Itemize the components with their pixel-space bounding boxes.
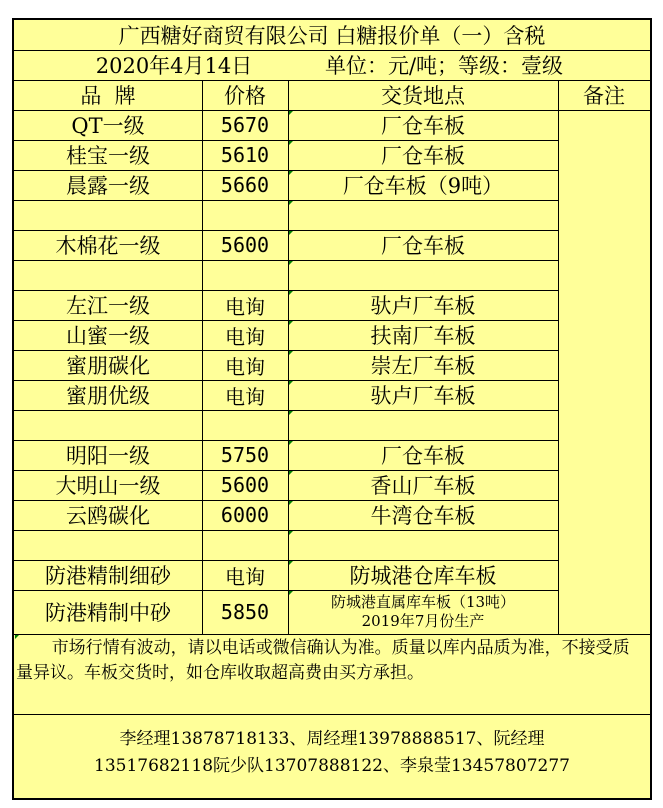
row-location: 厂仓车板 bbox=[381, 444, 465, 468]
row-brand: 明阳一级 bbox=[66, 444, 150, 468]
row-location: 香山厂车板 bbox=[370, 474, 476, 498]
row-brand bbox=[14, 410, 202, 440]
row-price bbox=[202, 260, 288, 290]
row-brand: 大明山一级 bbox=[55, 474, 161, 498]
row-brand: QT一级 bbox=[71, 114, 145, 138]
row-price: 电询 bbox=[225, 384, 265, 409]
row-brand: 防港精制细砂 bbox=[45, 564, 171, 588]
row-brand: 晨露一级 bbox=[66, 174, 150, 198]
row-location-line1: 防城港直属库车板（13吨） bbox=[330, 593, 516, 611]
row-location bbox=[288, 200, 558, 230]
row-location: 防城港仓库车板 bbox=[349, 564, 497, 588]
row-price: 5660 bbox=[220, 173, 270, 197]
remark-cell bbox=[558, 110, 650, 634]
row-price: 电询 bbox=[225, 324, 265, 349]
price-sheet bbox=[12, 18, 652, 800]
row-price: 电询 bbox=[225, 564, 265, 589]
row-price bbox=[202, 200, 288, 230]
sheet-title: 广西糖好商贸有限公司 白糖报价单（一）含税 bbox=[118, 24, 546, 48]
column-header-location: 交货地点 bbox=[381, 84, 465, 108]
row-location: 扶南厂车板 bbox=[370, 324, 476, 348]
row-price: 6000 bbox=[220, 503, 270, 527]
row-price: 5670 bbox=[220, 113, 270, 137]
column-header-brand: 品 牌 bbox=[80, 84, 136, 108]
row-location: 驮卢厂车板 bbox=[370, 384, 476, 408]
row-brand: 山蜜一级 bbox=[66, 324, 150, 348]
row-brand: 桂宝一级 bbox=[66, 144, 150, 168]
row-price: 5610 bbox=[220, 143, 270, 167]
row-location bbox=[288, 530, 558, 560]
row-brand: 蜜朋碳化 bbox=[66, 354, 150, 378]
row-price bbox=[202, 410, 288, 440]
disclaimer-note: 市场行情有波动，请以电话或微信确认为准。质量以库内品质为准，不接受质量异议。车板交货时，如仓库收取超高费由买方承担。 bbox=[16, 638, 630, 683]
row-brand: 左江一级 bbox=[66, 294, 150, 318]
row-brand: 防港精制中砂 bbox=[45, 601, 171, 625]
row-price: 5600 bbox=[220, 233, 270, 257]
contact-line-2: 13517682118阮少队13707888122、李泉莹13457807277 bbox=[94, 756, 570, 776]
contact-line-1: 李经理13878718133、周经理13978888517、阮经理 bbox=[119, 729, 545, 749]
row-price: 电询 bbox=[225, 294, 265, 319]
row-location bbox=[288, 260, 558, 290]
row-location: 牛湾仓车板 bbox=[370, 504, 476, 528]
row-location: 厂仓车板 bbox=[381, 234, 465, 258]
row-brand: 蜜朋优级 bbox=[66, 384, 150, 408]
column-header-price: 价格 bbox=[224, 84, 266, 108]
row-price: 5600 bbox=[220, 473, 270, 497]
row-brand bbox=[14, 260, 202, 290]
row-brand bbox=[14, 200, 202, 230]
row-location: 厂仓车板（9吨） bbox=[342, 174, 504, 198]
quote-date: 2020年4月14日 bbox=[95, 54, 253, 78]
row-location: 厂仓车板 bbox=[381, 144, 465, 168]
row-brand: 木棉花一级 bbox=[55, 234, 161, 258]
column-header-remark: 备注 bbox=[583, 84, 625, 108]
row-price: 电询 bbox=[225, 354, 265, 379]
row-location-line2: 2019年7月份生产 bbox=[361, 612, 485, 630]
row-location: 厂仓车板 bbox=[381, 114, 465, 138]
row-location: 驮卢厂车板 bbox=[370, 294, 476, 318]
row-location: 崇左厂车板 bbox=[370, 354, 476, 378]
row-location bbox=[288, 410, 558, 440]
row-brand: 云鸥碳化 bbox=[66, 504, 150, 528]
unit-grade: 单位：元/吨；等级：壹级 bbox=[324, 54, 564, 78]
row-price: 5850 bbox=[220, 600, 270, 624]
row-price: 5750 bbox=[220, 443, 270, 467]
row-brand bbox=[14, 530, 202, 560]
row-location bbox=[288, 590, 558, 634]
row-price bbox=[202, 530, 288, 560]
